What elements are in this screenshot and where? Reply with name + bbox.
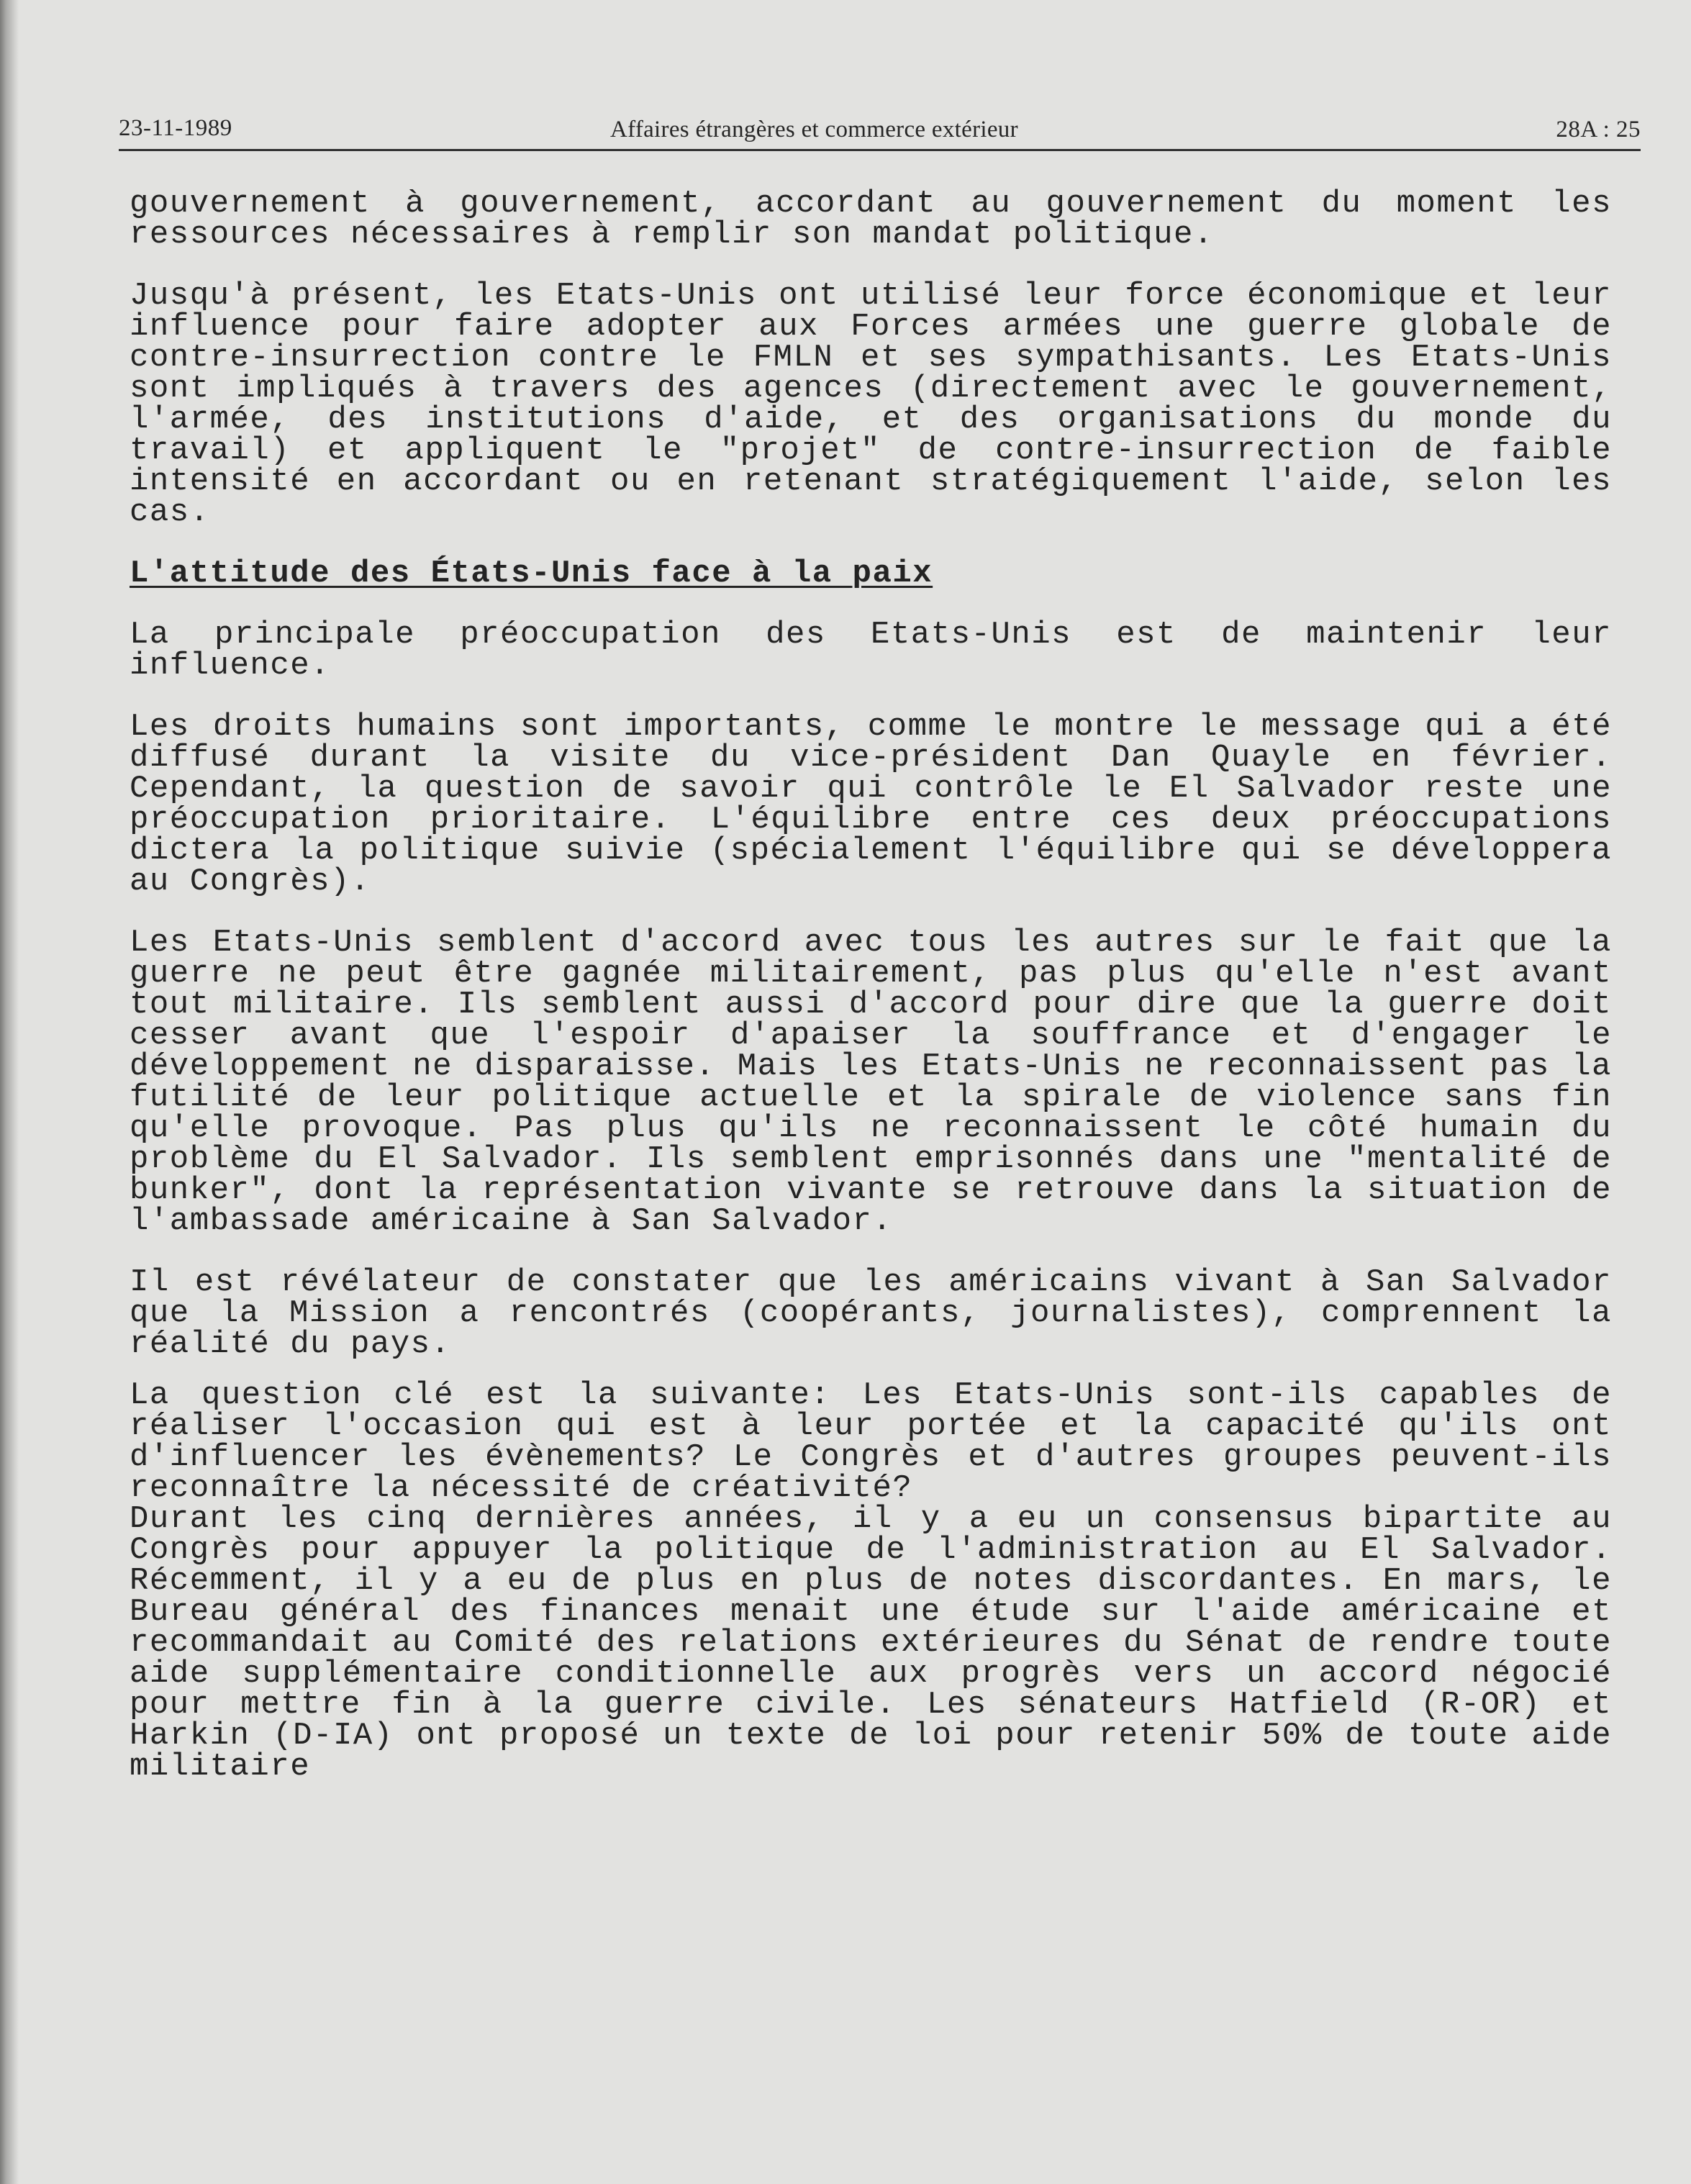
document-body <box>130 186 1612 1785</box>
paragraph-2: Jusqu'à présent, les Etats-Unis ont utilisé leur force économique et leur influence pour faire adopter aux Forces armées une guerre globale de contre-insurrection contre le FMLN et ses sympathisants. Les Etats-Unis sont impliqués à travers des agences (directement avec le gouvernement, l'armée, des institutions d'aide, et des organisations du monde du travail) et appliquent le "projet" de contre-insurrection de faible intensité en accordant ou en retenant stratégiquement l'aide, selon les cas. <box>130 278 1612 530</box>
header-date: 23-11-1989 <box>119 115 232 141</box>
paragraph-3: La principale préoccupation des Etats-Unis est de maintenir leur influence. <box>130 617 1612 684</box>
paragraph-1: gouvernement à gouvernement, accordant au gouvernement du moment les ressources nécessaires à remplir son mandat politique. <box>130 186 1612 253</box>
paragraph-5: Les Etats-Unis semblent d'accord avec tous les autres sur le fait que la guerre ne peut être gagnée militairement, pas plus qu'elle n'est avant tout militaire. Ils semblent aussi d'accord pour dire que la guerre doit cesser avant que l'espoir d'apaiser la souffrance et d'engager le développement ne disparaisse. Mais les Etats-Unis ne reconnaissent pas la futilité de leur politique actuelle et la spirale de violence sans fin qu'elle provoque. Pas plus qu'ils ne reconnaissent le côté humain du problème du El Salvador. Ils semblent emprisonnés dans une "mentalité de bunker", dont la représentation vivante se retrouve dans la situation de l'ambassade américaine à San Salvador. <box>130 925 1612 1239</box>
page-header <box>119 115 1641 151</box>
paragraph-4: Les droits humains sont importants, comme le montre le message qui a été diffusé durant la visite du vice-président Dan Quayle en février. Cependant, la question de savoir qui contrôle le El Salvador reste une préoccupation prioritaire. L'équilibre entre ces deux préoccupations dictera la politique suivie (spécialement l'équilibre qui se développera au Congrès). <box>130 709 1612 900</box>
page-binding-edge <box>0 0 19 2184</box>
paragraph-6: Il est révélateur de constater que les américains vivant à San Salvador que la Mission a rencontrés (coopérants, journalistes), comprennent la réalité du pays. <box>130 1264 1612 1362</box>
paragraph-8: Durant les cinq dernières années, il y a eu un consensus bipartite au Congrès pour appuyer la politique de l'administration au El Salvador. Récemment, il y a eu de plus en plus de notes discordantes. En mars, le Bureau général des finances menait une étude sur l'aide américaine et recommandait au Comité des relations extérieures du Sénat de rendre toute aide supplémentaire conditionnelle aux progrès vers un accord négocié pour mettre fin à la guerre civile. Les sénateurs Hatfield (R-OR) et Harkin (D-IA) ont proposé un texte de loi pour retenir 50% de toute aide militaire <box>130 1501 1612 1785</box>
header-title: Affaires étrangères et commerce extérieur <box>610 117 1018 142</box>
section-heading: L'attitude des États-Unis face à la paix <box>130 556 933 592</box>
header-page-reference: 28A : 25 <box>1556 117 1641 142</box>
header-divider <box>119 149 1641 151</box>
paragraph-7: La question clé est la suivante: Les Etats-Unis sont-ils capables de réaliser l'occasion qui est à leur portée et la capacité qu'ils ont d'influencer les évènements? Le Congrès et d'autres groupes peuvent-ils reconnaître la nécessité de créativité? <box>130 1377 1612 1506</box>
